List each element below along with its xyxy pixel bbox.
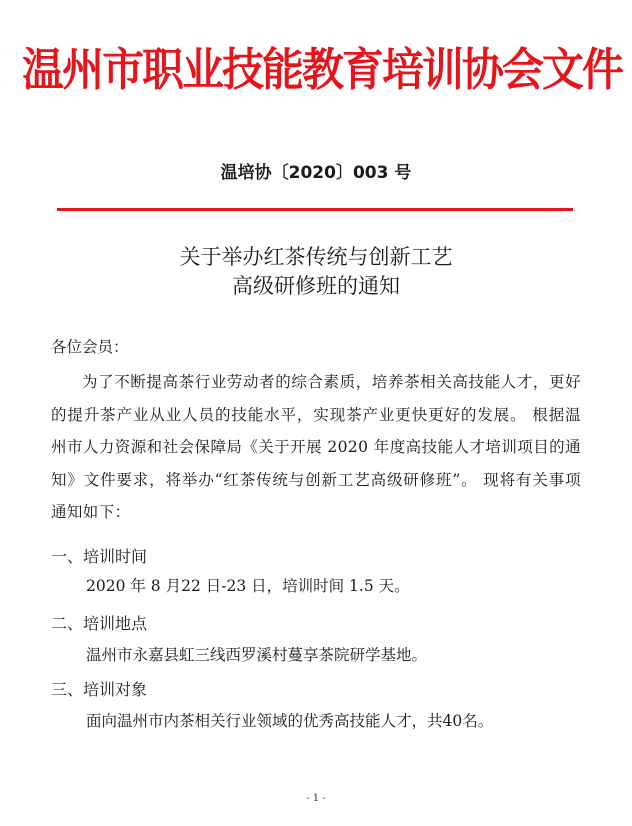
section-heading-training-location: 二、培训地点 <box>51 614 148 633</box>
notice-title-line-2: 高级研修班的通知 <box>232 274 400 298</box>
section-content-training-location: 温州市永嘉县虹三线西罗溪村蔓享茶院研学基地。 <box>86 646 428 664</box>
document-number: 温培协〔2020〕003 号 <box>220 163 412 183</box>
section-content-training-time: 2020 年 8 月22 日-23 日，培训时间 1.5 天。 <box>86 577 410 595</box>
section-content-training-audience: 面向温州市内茶相关行业领域的优秀高技能人才，共40名。 <box>86 712 494 730</box>
page-number: - 1 - <box>306 793 326 804</box>
red-divider-line <box>57 208 573 211</box>
intro-paragraph: 为了不断提高茶行业劳动者的综合素质，培养茶相关高技能人才，更好的提升茶产业从业人员的技能水平，实现茶产业更快更好的发展。 根据温州市人力资源和社会保障局《关于开展 2020 年度高技能人才培训项目的通知》文件要求，将举办“红茶传统与创新工艺高级研修班”。 现将有关事项通知如下： <box>51 373 581 521</box>
section-heading-training-time: 一、培训时间 <box>51 547 148 566</box>
masthead-title: 温州市职业技能教育培训协会文件 <box>22 43 622 96</box>
section-heading-training-audience: 三、培训对象 <box>51 680 148 699</box>
salutation: 各位会员： <box>51 338 129 356</box>
notice-title-line-1: 关于举办红茶传统与创新工艺 <box>179 245 453 269</box>
